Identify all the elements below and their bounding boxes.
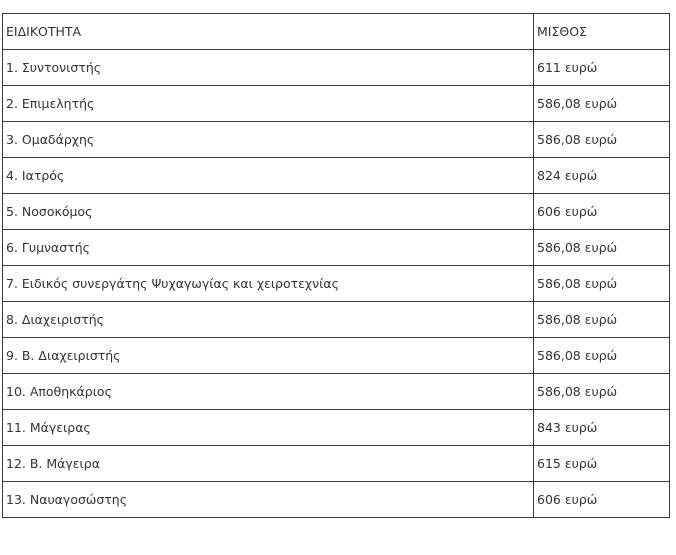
specialty-cell: 6. Γυμναστής xyxy=(3,230,534,266)
specialty-cell: 13. Ναυαγοσώστης xyxy=(3,482,534,518)
table-row xyxy=(3,122,670,158)
specialty-cell: 4. Ιατρός xyxy=(3,158,534,194)
salary-cell: 586,08 ευρώ xyxy=(534,122,670,158)
table-row xyxy=(3,158,670,194)
specialty-cell: 5. Νοσοκόμος xyxy=(3,194,534,230)
salary-cell: 843 ευρώ xyxy=(534,410,670,446)
salary-cell: 586,08 ευρώ xyxy=(534,266,670,302)
table-header-row xyxy=(3,14,670,50)
specialty-cell: 9. Β. Διαχειριστής xyxy=(3,338,534,374)
specialty-cell: 7. Ειδικός συνεργάτης Ψυχαγωγίας και χειροτεχνίας xyxy=(3,266,534,302)
table-row xyxy=(3,302,670,338)
salary-cell: 606 ευρώ xyxy=(534,482,670,518)
table-row xyxy=(3,266,670,302)
table-row xyxy=(3,446,670,482)
table-row xyxy=(3,338,670,374)
specialty-cell: 3. Ομαδάρχης xyxy=(3,122,534,158)
salary-cell: 586,08 ευρώ xyxy=(534,230,670,266)
table-row xyxy=(3,230,670,266)
header-salary: ΜΙΣΘΟΣ xyxy=(534,14,670,50)
specialty-cell: 8. Διαχειριστής xyxy=(3,302,534,338)
specialty-cell: 2. Επιμελητής xyxy=(3,86,534,122)
specialty-cell: 11. Μάγειρας xyxy=(3,410,534,446)
specialty-cell: 12. Β. Μάγειρα xyxy=(3,446,534,482)
table-row xyxy=(3,194,670,230)
header-specialty: ΕΙΔΙΚΟΤΗΤΑ xyxy=(3,14,534,50)
salary-cell: 824 ευρώ xyxy=(534,158,670,194)
salary-table xyxy=(2,13,670,518)
table-row xyxy=(3,50,670,86)
salary-cell: 586,08 ευρώ xyxy=(534,86,670,122)
table-row xyxy=(3,374,670,410)
table-row xyxy=(3,410,670,446)
salary-cell: 615 ευρώ xyxy=(534,446,670,482)
salary-cell: 606 ευρώ xyxy=(534,194,670,230)
specialty-cell: 10. Αποθηκάριος xyxy=(3,374,534,410)
specialty-cell: 1. Συντονιστής xyxy=(3,50,534,86)
salary-cell: 586,08 ευρώ xyxy=(534,338,670,374)
table-row xyxy=(3,482,670,518)
salary-cell: 611 ευρώ xyxy=(534,50,670,86)
salary-cell: 586,08 ευρώ xyxy=(534,374,670,410)
table-row xyxy=(3,86,670,122)
salary-cell: 586,08 ευρώ xyxy=(534,302,670,338)
